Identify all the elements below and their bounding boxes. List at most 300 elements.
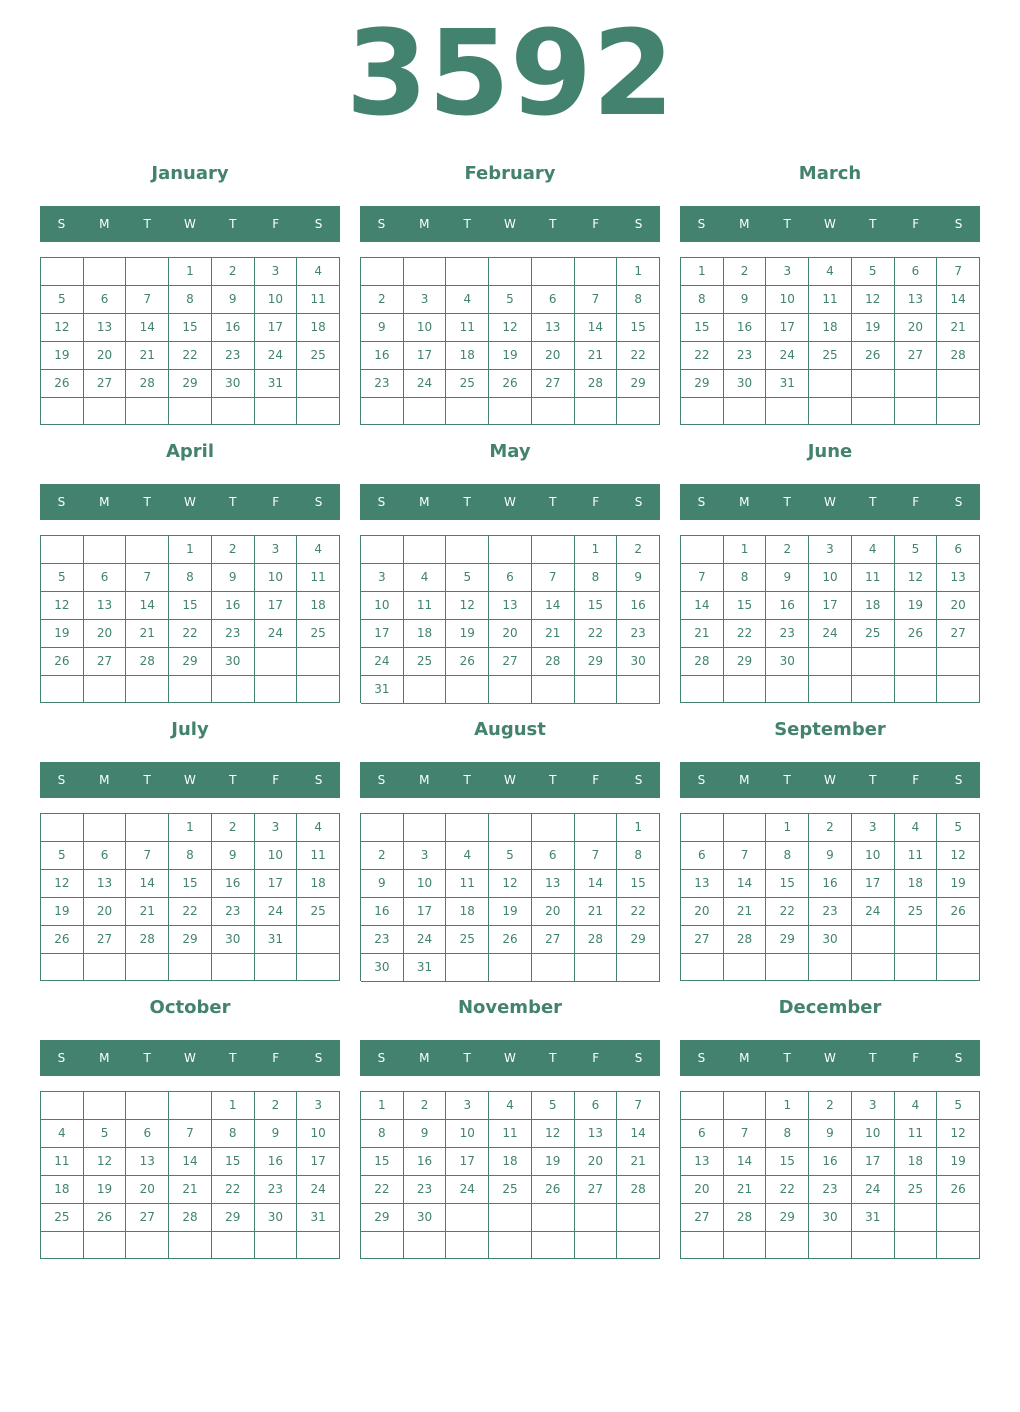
day-grid [360, 535, 660, 703]
day-cell: 22 [169, 342, 212, 370]
day-cell [404, 676, 447, 704]
day-cell [169, 1092, 212, 1120]
day-cell: 19 [41, 898, 84, 926]
day-cell: 20 [84, 898, 127, 926]
day-cell: 27 [489, 648, 532, 676]
day-cell: 22 [681, 342, 724, 370]
weekday-header: F [912, 217, 920, 231]
day-cell: 25 [446, 370, 489, 398]
day-cell: 26 [41, 370, 84, 398]
day-cell: 25 [489, 1176, 532, 1204]
day-cell: 22 [361, 1176, 404, 1204]
day-cell [489, 1232, 532, 1259]
day-cell: 23 [766, 620, 809, 648]
weekday-header: W [184, 217, 196, 231]
day-cell: 20 [895, 314, 938, 342]
day-cell: 20 [126, 1176, 169, 1204]
day-cell: 27 [126, 1204, 169, 1232]
day-grid [680, 1091, 980, 1259]
weekday-header-bar [40, 484, 340, 520]
day-cell [937, 370, 980, 398]
day-cell [809, 648, 852, 676]
day-cell: 18 [489, 1148, 532, 1176]
day-cell: 26 [84, 1204, 127, 1232]
month-title: October [149, 997, 231, 1018]
weekday-header: M [419, 217, 430, 231]
day-cell: 7 [724, 842, 767, 870]
day-cell: 18 [809, 314, 852, 342]
day-grid [680, 535, 980, 703]
weekday-header: T [783, 495, 791, 509]
day-cell: 14 [575, 314, 618, 342]
day-cell: 8 [212, 1120, 255, 1148]
weekday-header: M [99, 1051, 110, 1065]
day-cell [361, 536, 404, 564]
weekday-header-bar [680, 206, 980, 242]
day-cell: 11 [446, 870, 489, 898]
day-cell: 4 [489, 1092, 532, 1120]
day-cell: 4 [297, 258, 340, 286]
weekday-header: S [57, 1051, 66, 1065]
day-cell [126, 536, 169, 564]
day-cell: 27 [84, 926, 127, 954]
day-cell: 8 [724, 564, 767, 592]
day-cell: 14 [126, 870, 169, 898]
day-cell: 25 [852, 620, 895, 648]
day-cell [852, 370, 895, 398]
day-cell [617, 398, 660, 425]
weekday-header-bar [360, 762, 660, 798]
day-cell: 15 [617, 870, 660, 898]
day-cell [852, 648, 895, 676]
day-cell [255, 1232, 298, 1259]
day-cell: 24 [361, 648, 404, 676]
day-cell: 7 [575, 286, 618, 314]
day-cell [446, 1232, 489, 1259]
day-cell: 24 [404, 926, 447, 954]
day-cell: 17 [255, 592, 298, 620]
day-cell: 23 [255, 1176, 298, 1204]
day-cell [297, 370, 340, 398]
weekday-header: F [592, 495, 600, 509]
day-cell: 25 [41, 1204, 84, 1232]
day-cell: 2 [361, 286, 404, 314]
day-cell: 13 [895, 286, 938, 314]
day-cell [489, 536, 532, 564]
day-cell: 12 [41, 314, 84, 342]
month-title: January [151, 163, 229, 184]
day-cell: 16 [361, 898, 404, 926]
day-cell: 8 [766, 842, 809, 870]
day-cell: 19 [852, 314, 895, 342]
day-cell: 2 [809, 1092, 852, 1120]
weekday-header: F [912, 773, 920, 787]
day-cell: 22 [169, 898, 212, 926]
day-cell: 19 [489, 342, 532, 370]
day-cell [126, 814, 169, 842]
day-cell: 28 [126, 926, 169, 954]
day-cell [126, 1232, 169, 1259]
day-cell [895, 1204, 938, 1232]
day-cell: 16 [617, 592, 660, 620]
day-cell [446, 954, 489, 982]
day-cell: 31 [852, 1204, 895, 1232]
day-cell: 18 [404, 620, 447, 648]
day-cell: 25 [404, 648, 447, 676]
day-cell: 2 [212, 814, 255, 842]
day-cell: 23 [212, 620, 255, 648]
day-cell: 16 [212, 870, 255, 898]
day-grid [360, 1091, 660, 1259]
day-cell [212, 676, 255, 703]
weekday-header: S [697, 773, 706, 787]
day-cell: 30 [404, 1204, 447, 1232]
day-cell: 28 [681, 648, 724, 676]
day-cell: 5 [489, 286, 532, 314]
day-cell: 8 [681, 286, 724, 314]
day-cell: 14 [126, 314, 169, 342]
day-cell: 30 [809, 926, 852, 954]
day-cell: 24 [297, 1176, 340, 1204]
day-cell: 1 [617, 814, 660, 842]
day-cell [895, 1232, 938, 1259]
day-cell: 22 [766, 898, 809, 926]
day-cell: 11 [895, 842, 938, 870]
weekday-header: M [739, 1051, 750, 1065]
day-cell: 15 [212, 1148, 255, 1176]
day-cell: 27 [84, 648, 127, 676]
day-cell: 2 [212, 536, 255, 564]
day-cell: 7 [724, 1120, 767, 1148]
weekday-header: T [783, 773, 791, 787]
day-cell: 21 [681, 620, 724, 648]
day-cell: 6 [895, 258, 938, 286]
day-cell: 13 [532, 314, 575, 342]
day-cell [446, 258, 489, 286]
day-cell: 8 [575, 564, 618, 592]
day-cell: 9 [361, 870, 404, 898]
weekday-header: F [272, 495, 280, 509]
day-cell [489, 676, 532, 704]
day-cell: 23 [404, 1176, 447, 1204]
day-cell: 1 [169, 536, 212, 564]
weekday-header: S [954, 1051, 963, 1065]
weekday-header: W [824, 773, 836, 787]
day-cell: 20 [575, 1148, 618, 1176]
day-cell: 26 [446, 648, 489, 676]
day-cell [895, 676, 938, 703]
day-cell: 30 [212, 926, 255, 954]
day-cell: 13 [84, 592, 127, 620]
day-cell: 16 [212, 314, 255, 342]
day-cell: 12 [895, 564, 938, 592]
day-cell: 18 [895, 870, 938, 898]
day-cell: 8 [361, 1120, 404, 1148]
weekday-header-bar [680, 1040, 980, 1076]
weekday-header: W [184, 1051, 196, 1065]
day-cell [724, 1092, 767, 1120]
day-cell: 12 [937, 1120, 980, 1148]
weekday-header: S [954, 217, 963, 231]
day-cell [489, 814, 532, 842]
weekday-header: T [783, 217, 791, 231]
day-cell: 10 [852, 842, 895, 870]
day-cell: 21 [532, 620, 575, 648]
day-cell: 31 [361, 676, 404, 704]
day-cell: 15 [617, 314, 660, 342]
day-cell: 19 [532, 1148, 575, 1176]
day-cell: 5 [489, 842, 532, 870]
day-cell: 2 [255, 1092, 298, 1120]
day-cell: 10 [255, 286, 298, 314]
day-cell [489, 258, 532, 286]
day-cell: 17 [852, 1148, 895, 1176]
day-cell [532, 1232, 575, 1259]
day-cell: 8 [169, 842, 212, 870]
day-cell: 29 [212, 1204, 255, 1232]
day-cell [126, 954, 169, 981]
day-cell [489, 398, 532, 425]
weekday-header: F [272, 217, 280, 231]
day-cell [361, 398, 404, 425]
day-cell: 13 [681, 870, 724, 898]
day-cell: 3 [255, 536, 298, 564]
day-cell: 7 [575, 842, 618, 870]
day-cell: 19 [41, 620, 84, 648]
weekday-header-bar [680, 762, 980, 798]
day-cell: 21 [937, 314, 980, 342]
day-cell: 5 [852, 258, 895, 286]
day-cell: 1 [766, 814, 809, 842]
weekday-header: W [184, 495, 196, 509]
day-cell [681, 814, 724, 842]
day-cell [937, 954, 980, 981]
day-cell: 26 [937, 898, 980, 926]
weekday-header: S [377, 773, 386, 787]
day-cell: 29 [766, 1204, 809, 1232]
day-cell: 17 [404, 898, 447, 926]
day-cell [446, 398, 489, 425]
day-cell: 31 [255, 926, 298, 954]
weekday-header: M [99, 773, 110, 787]
weekday-header: T [463, 773, 471, 787]
day-cell [575, 676, 618, 704]
day-cell: 17 [809, 592, 852, 620]
day-cell: 21 [724, 898, 767, 926]
day-cell: 11 [297, 564, 340, 592]
day-cell: 13 [532, 870, 575, 898]
day-cell: 3 [766, 258, 809, 286]
day-cell: 17 [404, 342, 447, 370]
day-cell: 20 [532, 898, 575, 926]
day-cell [84, 814, 127, 842]
day-cell [681, 398, 724, 425]
day-cell [724, 1232, 767, 1259]
day-cell [766, 954, 809, 981]
day-cell: 30 [809, 1204, 852, 1232]
day-cell [297, 926, 340, 954]
day-cell: 24 [852, 898, 895, 926]
day-cell [489, 954, 532, 982]
day-cell: 3 [809, 536, 852, 564]
weekday-header-bar [680, 484, 980, 520]
day-cell: 16 [361, 342, 404, 370]
day-cell [169, 954, 212, 981]
weekday-header: M [739, 773, 750, 787]
day-cell: 28 [724, 926, 767, 954]
day-cell: 9 [255, 1120, 298, 1148]
day-cell [126, 676, 169, 703]
weekday-header: T [549, 217, 557, 231]
day-cell [852, 954, 895, 981]
day-cell: 12 [937, 842, 980, 870]
day-cell: 4 [41, 1120, 84, 1148]
day-cell: 5 [84, 1120, 127, 1148]
day-cell: 3 [446, 1092, 489, 1120]
day-cell: 27 [681, 1204, 724, 1232]
day-cell: 27 [937, 620, 980, 648]
day-cell [84, 258, 127, 286]
day-cell: 7 [617, 1092, 660, 1120]
weekday-header: T [143, 1051, 151, 1065]
month-title: December [778, 997, 882, 1018]
day-cell [575, 1204, 618, 1232]
day-cell: 28 [126, 370, 169, 398]
day-cell: 15 [575, 592, 618, 620]
weekday-header: M [419, 773, 430, 787]
day-cell [575, 954, 618, 982]
day-cell: 15 [681, 314, 724, 342]
day-cell [937, 1204, 980, 1232]
day-cell [126, 398, 169, 425]
day-cell [895, 398, 938, 425]
day-cell: 1 [169, 814, 212, 842]
day-cell [681, 954, 724, 981]
day-cell [532, 954, 575, 982]
weekday-header: T [869, 495, 877, 509]
weekday-header: W [504, 217, 516, 231]
day-cell: 6 [126, 1120, 169, 1148]
day-cell: 8 [617, 842, 660, 870]
day-cell [852, 398, 895, 425]
day-cell: 16 [809, 870, 852, 898]
day-cell: 15 [766, 870, 809, 898]
day-cell: 20 [532, 342, 575, 370]
day-cell [255, 676, 298, 703]
month-title: July [171, 719, 209, 740]
weekday-header-bar [360, 206, 660, 242]
weekday-header: T [549, 773, 557, 787]
day-cell: 13 [681, 1148, 724, 1176]
day-cell: 18 [297, 314, 340, 342]
day-cell [41, 954, 84, 981]
day-grid [360, 813, 660, 981]
day-cell: 11 [297, 842, 340, 870]
day-cell: 12 [489, 314, 532, 342]
day-cell: 18 [297, 592, 340, 620]
day-cell: 12 [41, 592, 84, 620]
day-cell: 7 [937, 258, 980, 286]
day-cell: 16 [404, 1148, 447, 1176]
day-cell: 13 [489, 592, 532, 620]
day-cell: 18 [895, 1148, 938, 1176]
day-cell [809, 676, 852, 703]
day-cell [169, 398, 212, 425]
day-cell: 1 [766, 1092, 809, 1120]
day-cell: 19 [937, 870, 980, 898]
day-cell: 13 [84, 314, 127, 342]
day-cell: 6 [937, 536, 980, 564]
day-grid [680, 813, 980, 981]
weekday-header: W [504, 495, 516, 509]
weekday-header: T [229, 217, 237, 231]
day-cell: 21 [169, 1176, 212, 1204]
day-cell: 19 [41, 342, 84, 370]
day-cell: 6 [489, 564, 532, 592]
weekday-header: S [57, 217, 66, 231]
weekday-header: W [184, 773, 196, 787]
day-cell: 22 [169, 620, 212, 648]
day-cell: 6 [84, 842, 127, 870]
weekday-header: S [697, 217, 706, 231]
day-cell: 4 [809, 258, 852, 286]
day-cell: 28 [126, 648, 169, 676]
weekday-header: W [824, 495, 836, 509]
day-cell: 25 [446, 926, 489, 954]
day-cell [297, 648, 340, 676]
day-cell: 24 [809, 620, 852, 648]
day-cell: 18 [446, 342, 489, 370]
day-cell: 28 [575, 370, 618, 398]
day-cell: 1 [724, 536, 767, 564]
day-cell: 21 [126, 342, 169, 370]
weekday-header: F [592, 1051, 600, 1065]
day-cell [84, 676, 127, 703]
day-cell: 30 [766, 648, 809, 676]
day-cell: 20 [489, 620, 532, 648]
day-cell [895, 954, 938, 981]
day-cell [532, 814, 575, 842]
day-cell: 29 [575, 648, 618, 676]
day-cell: 14 [724, 870, 767, 898]
weekday-header-bar [40, 206, 340, 242]
day-cell [212, 954, 255, 981]
day-cell: 29 [617, 926, 660, 954]
day-cell: 4 [852, 536, 895, 564]
day-cell: 1 [617, 258, 660, 286]
day-cell: 12 [489, 870, 532, 898]
weekday-header: W [824, 1051, 836, 1065]
day-cell: 15 [361, 1148, 404, 1176]
day-cell: 15 [169, 870, 212, 898]
day-cell [937, 648, 980, 676]
day-cell: 30 [617, 648, 660, 676]
day-cell [617, 1204, 660, 1232]
day-cell: 11 [852, 564, 895, 592]
weekday-header: T [463, 1051, 471, 1065]
day-cell: 2 [724, 258, 767, 286]
day-cell: 3 [361, 564, 404, 592]
day-cell [212, 398, 255, 425]
day-cell: 2 [617, 536, 660, 564]
day-cell: 29 [169, 370, 212, 398]
weekday-header: S [634, 217, 643, 231]
day-cell: 9 [212, 842, 255, 870]
day-cell: 29 [766, 926, 809, 954]
day-cell: 7 [681, 564, 724, 592]
day-cell: 5 [895, 536, 938, 564]
day-grid [40, 257, 340, 425]
